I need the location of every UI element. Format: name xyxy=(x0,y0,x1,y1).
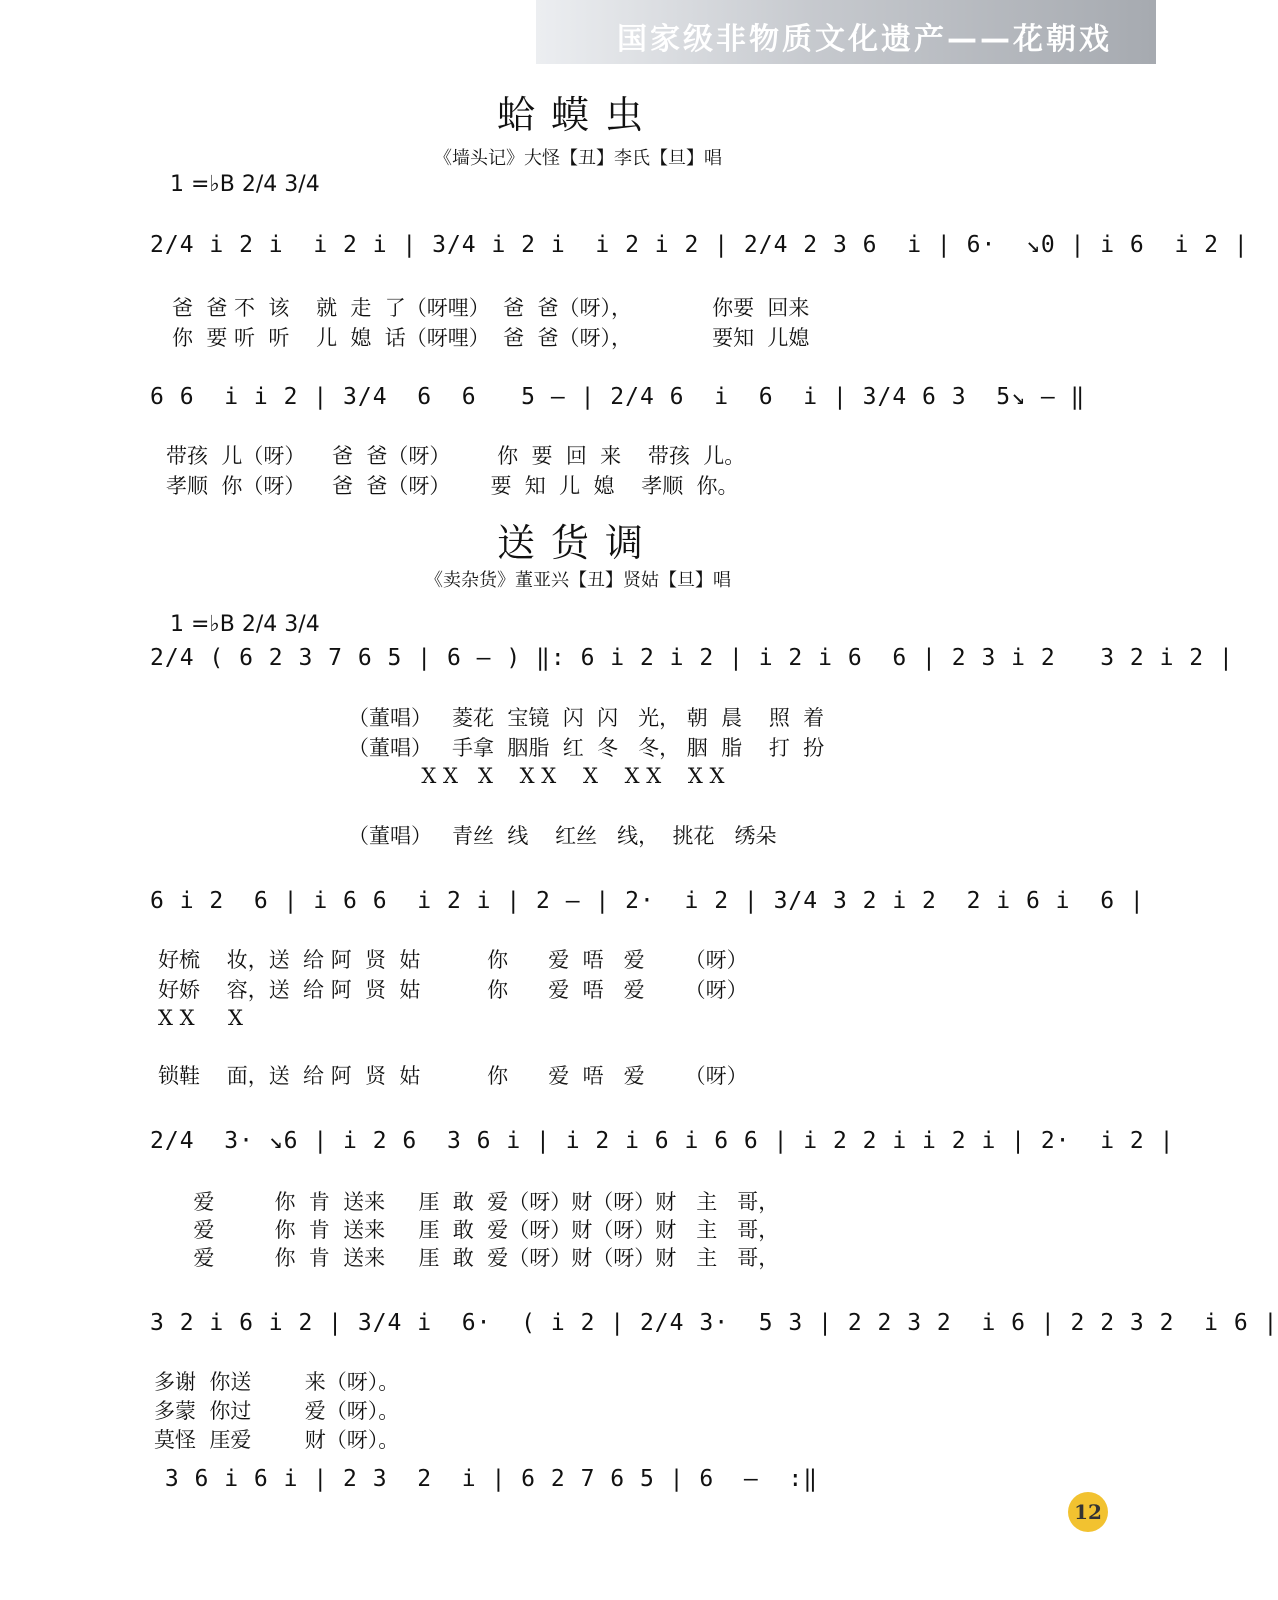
lyric-line: （董唱） 手拿 胭脂 红 冬 冬， 胭 脂 打 扮 xyxy=(348,736,825,760)
notation-line: 3 2 i 6 i 2 | 3/4 i 6· ( i 2 | 2/4 3· 5 3 | 2 2 3 2 i 6 | 2 2 3 2 i 6 | xyxy=(150,1310,1278,1336)
lyric-line: 孝顺 你（呀） 爸 爸（呀） 要 知 儿 媳 孝顺 你。 xyxy=(166,474,739,498)
rhythm-line: X X X xyxy=(158,1006,243,1030)
header-banner xyxy=(536,0,1156,64)
notation-line: 6 i 2 6 | i 6 6 i 2 i | 2 — | 2· i 2 | 3/4 3 2 i 2 2 i 6 i 6 | xyxy=(150,888,1145,914)
lyric-line: 莫怪 厓爱 财（呀）。 xyxy=(154,1428,400,1452)
lyric-line: 爱 你 肯 送来 厓 敢 爱（呀）财（呀）财 主 哥， xyxy=(160,1190,780,1214)
page-number: 12 xyxy=(1068,1492,1108,1532)
song-subtitle: 《卖杂货》董亚兴【丑】贤姑【旦】唱 xyxy=(425,570,731,591)
rhythm-line: X X X X X X X X X X xyxy=(348,764,725,788)
lyric-line: 锁鞋 面，送 给 阿 贤 姑 你 爱 唔 爱 （呀） xyxy=(158,1064,748,1088)
song-subtitle: 《墙头记》大怪【丑】李氏【旦】唱 xyxy=(434,148,722,169)
lyric-line: 好娇 容，送 给 阿 贤 姑 你 爱 唔 爱 （呀） xyxy=(158,978,748,1002)
lyric-line: （董唱） 青丝 线 红丝 线， 挑花 绣朵 xyxy=(348,824,777,848)
song-title: 送货调 xyxy=(496,521,659,565)
lyric-line: 多蒙 你过 爱（呀）。 xyxy=(154,1399,400,1423)
notation-line: 2/4 3· ↘6 | i 2 6 3 6 i | i 2 i 6 i 6 6 | i 2 2 i i 2 i | 2· i 2 | xyxy=(150,1128,1175,1154)
lyric-line: 好梳 妆，送 给 阿 贤 姑 你 爱 唔 爱 （呀） xyxy=(158,948,748,972)
lyric-line: 多谢 你送 来（呀）。 xyxy=(154,1370,400,1394)
notation-line: 2/4 i 2 i i 2 i | 3/4 i 2 i i 2 i 2 | 2/4 2 3 6 i | 6· ↘0 | i 6 i 2 | xyxy=(150,232,1249,258)
notation-line: 3 6 i 6 i | 2 3 2 i | 6 2 7 6 5 | 6 — :‖ xyxy=(150,1466,819,1492)
lyric-line: 爱 你 肯 送来 厓 敢 爱（呀）财（呀）财 主 哥， xyxy=(160,1246,780,1270)
lyric-line: 爸 爸 不 该 就 走 了（呀哩） 爸 爸（呀）， 你要 回来 xyxy=(172,296,810,320)
lyric-line: 带孩 儿（呀） 爸 爸（呀） 你 要 回 来 带孩 儿。 xyxy=(166,444,746,468)
notation-line: 2/4 ( 6 2 3 7 6 5 | 6 — ) ‖: 6 i 2 i 2 | i 2 i 6 6 | 2 3 i 2 3 2 i 2 | xyxy=(150,645,1234,671)
key-signature: 1 =♭B 2/4 3/4 xyxy=(170,172,320,197)
notation-line: 6 6 i i 2 | 3/4 6 6 5 — | 2/4 6 i 6 i | 3/4 6 3 5↘ — ‖ xyxy=(150,384,1086,410)
lyric-line: 爱 你 肯 送来 厓 敢 爱（呀）财（呀）财 主 哥， xyxy=(160,1218,780,1242)
lyric-line: 你 要 听 听 儿 媳 话（呀哩） 爸 爸（呀）， 要知 儿媳 xyxy=(172,326,810,350)
song-title: 蛤蟆虫 xyxy=(496,93,659,137)
lyric-line: （董唱） 菱花 宝镜 闪 闪 光， 朝 晨 照 着 xyxy=(348,706,825,730)
banner-title: 国家级非物质文化遗产——花朝戏 xyxy=(617,22,1112,57)
key-signature: 1 =♭B 2/4 3/4 xyxy=(170,612,320,637)
